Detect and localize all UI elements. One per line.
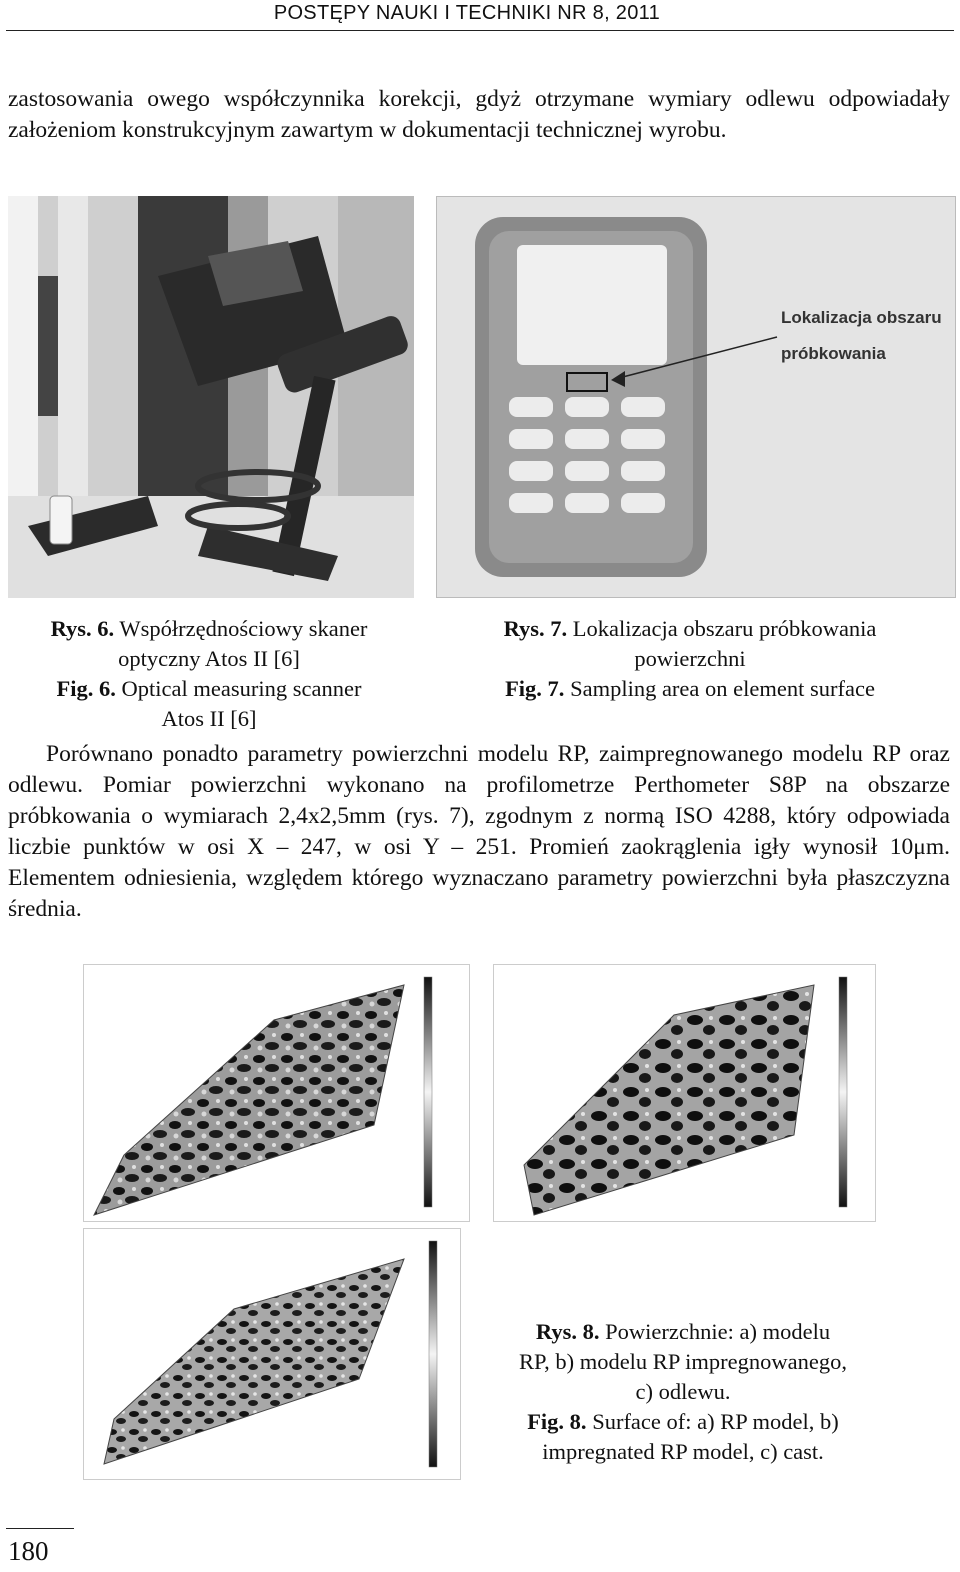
annotation-text-2: próbkowania [781,344,886,363]
fig6-pl-text-1: Współrzędnościowy skaner [119,616,368,641]
fig6-pl-text-2: optyczny Atos II [6] [118,646,300,671]
fig6-en-text-1: Optical measuring scanner [121,676,362,701]
figure-8-caption [478,1317,888,1467]
fig6-pl-label: Rys. 6. [50,616,115,641]
scanner-photo [8,196,414,598]
fig6-en-text-2: Atos II [6] [161,706,257,731]
surface-plot-b [493,964,876,1222]
page-number: 180 [8,1536,49,1566]
fig8-pl-text-2: RP, b) modelu RP impregnowanego, [519,1349,847,1374]
fig7-pl-text-1: Lokalizacja obszaru próbkowania [572,616,877,641]
fig7-pl-label: Rys. 7. [503,616,568,641]
annotation-text-1: Lokalizacja obszaru [781,308,942,327]
body-paragraph-1: zastosowania owego współczynnika korekcji, gdyż otrzymane wymiary odlewu odpowiadały założeniom konstrukcyjnym zawartym w dokumentacji technicznej wyrobu. [8,86,950,143]
header-rule [6,30,954,31]
body-paragraph-2: Porównano ponadto parametry powierzchni modelu RP, zaimpregnowanego modelu RP oraz odlewu. Pomiar powierzchni wykonano na profilometrze Perthometer S8P na obszarze próbkowania o wymiarach 2,4x2,5mm (rys. 7), zgodnym z normą ISO 4288, który odpowiada liczbie punktów w osi X – 247, w osi Y – 251. Promień zaokrąglenia igły wynosił 10μm. Elementem odniesienia, względem którego wyznaczano parametry powierzchni była płaszczyzna średnia. [8,741,950,922]
surface-plot-c [83,1228,461,1480]
fig7-en-text-1: Sampling area on element surface [570,676,875,701]
fig8-en-text-2: impregnated RP model, c) cast. [542,1439,824,1464]
footer-rule [6,1528,74,1529]
fig6-en-label: Fig. 6. [56,676,116,701]
journal-title: POSTĘPY NAUKI I TECHNIKI NR 8, 2011 [273,2,660,24]
fig7-en-label: Fig. 7. [505,676,565,701]
figure-6-caption [14,614,404,734]
fig8-pl-label: Rys. 8. [535,1319,600,1344]
running-header [0,0,960,32]
fig8-pl-text-3: c) odlewu. [635,1379,731,1404]
fig7-pl-text-2: powierzchni [634,646,746,671]
phone-housing-photo [436,196,956,598]
fig8-pl-text-1: Powierzchnie: a) modelu [605,1319,831,1344]
fig8-en-label: Fig. 8. [527,1409,587,1434]
fig8-en-text-1: Surface of: a) RP model, b) [592,1409,839,1434]
surface-plot-a [83,964,470,1222]
figure-7-caption [440,614,940,704]
